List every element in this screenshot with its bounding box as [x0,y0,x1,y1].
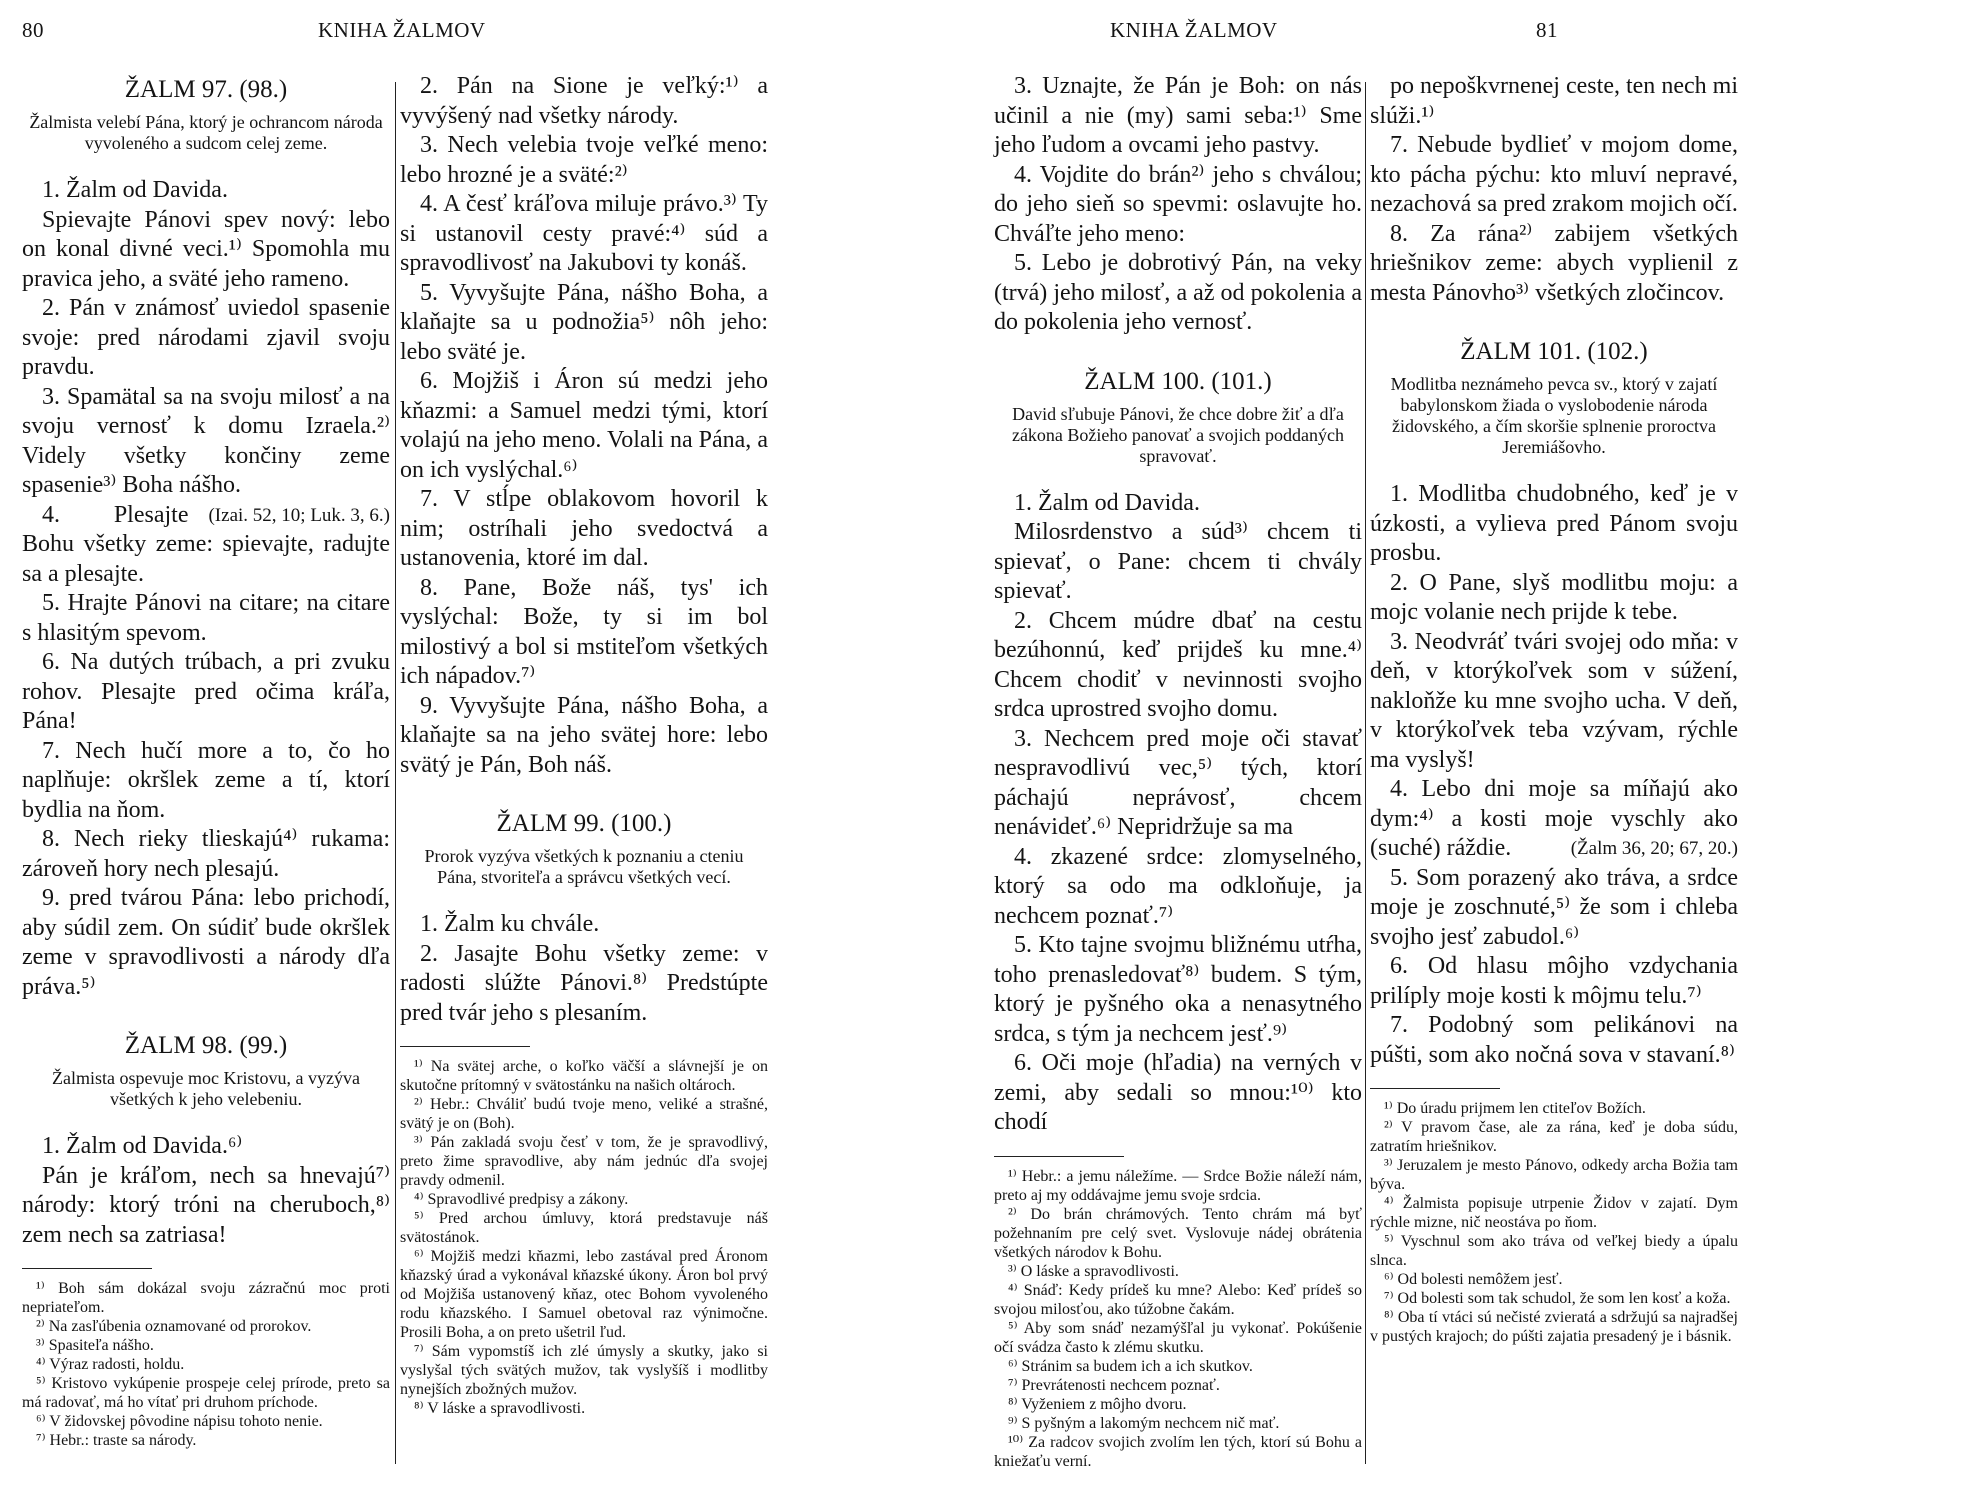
text: ŽALM 99. (100.) [496,810,672,837]
text: ŽALM 101. (102.) [1460,338,1648,365]
footnote [22,1317,390,1336]
verse [994,725,1362,843]
text: 1. Žalm ku chvále. [420,911,600,937]
text: 9. pred tvárou Pána: lebo prichodí, aby súdil zem. On súdiť bude okršlek zeme v spravodlivosti a národy dľa práva.⁵⁾ [22,885,390,1000]
text: 5. Vyvyšujte Pána, nášho Boha, a klaňajte sa u podnožia⁵⁾ nôh jeho: lebo sväté je. [400,279,768,365]
text: 7. Nebude bydlieť v mojom dome, kto pácha pýchu: kto mluví nepravé, nezachová sa pred zrakom mojich očí. [1370,132,1738,217]
footnote [1370,1232,1738,1270]
text: ³⁾ Pán zakladá svoju česť v tom, že je spravodlivý, preto žime spravodlive, aby nám jednúc dľa svojej pravdy odmenil. [400,1134,768,1189]
section-gap [994,338,1362,364]
section-gap [400,780,768,806]
text: 1. Žalm od Davida.⁶⁾ [42,1133,243,1159]
text: ¹⁾ Hebr.: a jemu náležíme. — Srdce Božie náleží nám, preto aj my oddávajme jemu svoje srdcia. [994,1167,1362,1204]
footnote [400,1209,768,1247]
text: ⁶⁾ Stránim sa budem ich a ich skutkov. [1008,1357,1253,1375]
verse [994,72,1362,161]
text: 8. Nech rieky tlieskajú⁴⁾ rukama: zároveň hory nech plesajú. [22,826,390,882]
text: ¹⁾ Na svätej arche, o koľko väčší a slávnejší je on skutočne prítomný v svätostánku na našich oltároch. [400,1058,768,1094]
footnote [994,1205,1362,1262]
text: ⁷⁾ Od bolesti som tak schudol, že som len kosť a koža. [1384,1290,1731,1307]
psalm-title [22,76,390,104]
verse [22,1132,390,1162]
text: Prorok vyzýva všetkých k poznaniu a cteniu Pána, stvoriteľa a správcu všetkých vecí. [424,846,744,887]
text: 5. Kto tajne svojmu bližnému utŕha, toho prenasledovať⁸⁾ budem. S tým, ktorý je pyšného oka a nenasytného srdca, s tým ja nechcem jesť.⁹⁾ [994,932,1362,1047]
footnote [400,1095,768,1133]
verse [994,161,1362,250]
text: 3. Nechcem pred moje oči stavať nespravodlivú vec,⁵⁾ tých, ktorí páchajú neprávosť, chcem nenávideť.⁶⁾ Nepridržuje sa ma [994,725,1362,840]
text: 6. Od hlasu môjho vzdychania prilíply moje kosti k môjmu telu.⁷⁾ [1370,953,1738,1009]
verse [400,574,768,692]
text: ⁷⁾ Sám vypomstíš ich zlé úmysly a skutky, jako si vyslyšal tých svätých mužov, tak vyslyšíš i modlitby nynejších zbožných mužov. [400,1343,768,1398]
text: 6. Mojžiš i Áron sú medzi jeho kňazmi: a Samuel medzi tými, ktorí volajú na jeho meno. Volali na Pána, a on ich vyslýchal.⁶⁾ [400,368,768,483]
psalm-title [1370,338,1738,366]
text: 2. Jasajte Bohu všetky zeme: v radosti slúžte Pánovi.⁸⁾ Predstúpte pred tvár jeho s plesaním. [400,940,768,1026]
footnote-rule [994,1156,1124,1157]
verse [22,1162,390,1251]
footnote [1370,1308,1738,1346]
verse [22,737,390,826]
text: ⁵⁾ Vyschnul som ako tráva od veľkej biedy a úpalu slnca. [1370,1233,1738,1269]
text: 2. Chcem múdre dbať na cestu bezúhonnú, keď prijdeš ku mne.⁴⁾ Chcem chodiť v nevinnosti svojho srdca uprostred svojho domu. [994,607,1362,722]
footnote [994,1376,1362,1395]
footnote [22,1374,390,1412]
verse [1370,628,1738,776]
footnote [1370,1156,1738,1194]
text: ⁸⁾ V láske a spravodlivosti. [414,1400,586,1417]
verse [1370,569,1738,628]
footnote-rule [400,1046,530,1047]
text: 1. Žalm od Davida. [42,177,228,203]
text: ³⁾ O láske a spravodlivosti. [1008,1262,1179,1280]
text: ŽALM 98. (99.) [124,1032,288,1059]
page-number: 80 [22,18,44,42]
footnote [1370,1099,1738,1118]
text: 6. Na dutých trúbach, a pri zvuku rohov. Plesajte pred očima kráľa, Pána! [22,649,390,734]
section-gap [22,1002,390,1028]
text: ¹⁾ Boh sám dokázal svoju zázračnú moc proti nepriateľom. [22,1280,390,1316]
verse [994,1049,1362,1138]
text-column [994,72,1362,1471]
footnote [994,1414,1362,1433]
text: 2. O Pane, slyš modlitbu moju: a mojc volanie nech prijde k tebe. [1370,569,1738,625]
text: ³⁾ Spasiteľa nášho. [36,1337,154,1354]
text: ⁴⁾ Snáď: Kedy prídeš ku mne? Alebo: Keď prídeš so svojou milosťou, ako túžobne čakám. [994,1281,1362,1318]
verse [400,72,768,131]
text: ⁴⁾ Žalmista popisuje utrpenie Židov v zajatí. Dym rýchle mizne, nič neostáva po ňom. [1370,1195,1738,1231]
text: ⁴⁾ Výraz radosti, holdu. [36,1356,185,1373]
text: Spievajte Pánovi spev nový: lebo on konal divné veci.¹⁾ Spomohla mu pravica jeho, a sväté jeho rameno. [22,206,390,292]
verse [1370,864,1738,953]
footnote [400,1133,768,1190]
verse [22,176,390,206]
text: ⁸⁾ Oba tí vtáci sú nečisté zvieratá a sdržujú sa najradšej v pustých krajoch; do púšti zajatia presadený je i básnik. [1370,1309,1738,1345]
text: ⁶⁾ Mojžiš medzi kňazmi, lebo zastával pred Áronom kňazský úrad a vykonával kňazské úkony. Áron bol prvý od Mojžiša ustanovený kňaz, otec Bohom vyvoleného rodu kňazského. I Samuel obetoval raz výnimočne. Prosili Boha, a on preto ušetril ľud. [400,1248,768,1341]
verse [1370,72,1738,131]
text: 2. Pán na Sione je veľký:¹⁾ a vyvýšený nad všetky národy. [400,73,768,129]
text: ¹⁾ Do úradu prijmem len ctiteľov Božích. [1384,1100,1646,1117]
text: 1. Modlitba chudobného, keď je v úzkosti, a vylieva pred Pánom svoju prosbu. [1370,481,1738,566]
text: ²⁾ Na zasľúbenia oznamované od prorokov. [36,1318,312,1335]
footnote [22,1431,390,1450]
text: 2. Pán v známosť uviedol spasenie svoje: pred národami zjavil svoju pravdu. [22,295,390,380]
verse [400,190,768,279]
verse [994,607,1362,725]
column-divider [395,82,396,1464]
text: 1. Žalm od Davida. [1014,489,1200,516]
footnote [400,1247,768,1342]
text: Modlitba neznámeho pevca sv., ktorý v zajatí babylonskom žiada o vyslobodenie národa židovského, a čím skoršie splnenie proroctva Jeremiášovho. [1390,374,1718,457]
verse [994,843,1362,932]
text: ⁵⁾ Pred archou úmluvy, ktorá predstavuje náš svätostánok. [400,1210,768,1246]
text: ⁸⁾ Vyženiem z môjho dvoru. [1008,1395,1187,1413]
text: po nepoškvrnenej ceste, ten nech mi slúži.¹⁾ [1370,73,1738,129]
column-divider [1365,82,1366,1464]
cross-reference: (Žalm 36, 20; 67, 20.) [1570,838,1738,859]
section-gap [1370,308,1738,334]
text: David sľubuje Pánovi, že chce dobre žiť a dľa zákona Božieho panovať a svojich poddaných spravovať. [1011,403,1345,466]
text: 6. Oči moje (hľadia) na verných v zemi, aby sedali so mnou:¹⁰⁾ kto chodí [994,1050,1362,1135]
text: 3. Neodvráť tvári svojej odo mňa: v deň, v ktorýkoľvek som v súžení, nakloňže ku mne svojho ucha. V deň, v ktorýkoľvek teba vzývam, rýchle ma vyslyš! [1370,628,1738,773]
text: 4. zkazené srdce: zlomyselného, ktorý sa odo ma odkloňuje, ja nechcem poznať.⁷⁾ [994,843,1362,929]
verse [1370,952,1738,1011]
text: ⁵⁾ Kristovo vykúpenie prospeje celej prírode, preto sa má radovať, má ho vítať pri druhom príchode. [22,1375,390,1411]
verse [994,931,1362,1049]
right-page [982,0,1964,1500]
verse [994,518,1362,607]
verse [400,367,768,485]
footnote [994,1433,1362,1471]
footnote [1370,1270,1738,1289]
text: ⁵⁾ Aby som snáď nezamýšľal ju vykonať. Pokúšenie očí svádza často k zlému skutku. [994,1319,1362,1356]
verse [400,485,768,574]
footnote [994,1395,1362,1414]
verse [22,294,390,383]
text: 3. Nech velebia tvoje veľké meno: lebo hrozné je a sväté:²⁾ [400,132,768,188]
footnote [994,1262,1362,1281]
verse [1370,775,1738,864]
text: Žalmista ospevuje moc Kristovu, a vyzýva všetkých k jeho velebeniu. [52,1068,360,1109]
verse [22,884,390,1002]
footnote [1370,1194,1738,1232]
text: 7. Nech hučí more a to, čo ho naplňuje: okršlek zeme a tí, ktorí bydlia na ňom. [22,737,390,823]
footnote [1370,1289,1738,1308]
text: ⁶⁾ V židovskej pôvodine nápisu tohoto nenie. [36,1413,323,1430]
footnote [22,1355,390,1374]
footnote [400,1057,768,1095]
text: 9. Vyvyšujte Pána, nášho Boha, a klaňajte sa na jeho svätej hore: lebo svätý je Pán, Boh náš. [400,692,768,778]
text: ŽALM 97. (98.) [124,76,288,103]
text: ⁷⁾ Hebr.: traste sa národy. [36,1432,197,1449]
psalm-summary [998,404,1358,467]
running-header: KNIHA ŽALMOV [318,18,486,42]
cross-reference: (Izai. 52, 10; Luk. 3, 6.) [208,504,390,526]
text: ⁶⁾ Od bolesti nemôžem jesť. [1384,1271,1563,1288]
text-column [400,72,768,1418]
verse [400,279,768,368]
verse [400,131,768,190]
psalm-summary [26,112,386,154]
verse [400,940,768,1029]
footnote [22,1336,390,1355]
text: Milosrdenstvo a súd³⁾ chcem ti spievať, o Pane: chcem ti chvály spievať. [994,519,1362,604]
verse [400,910,768,940]
verse [1370,480,1738,569]
footnote [994,1357,1362,1376]
text: 3. Spamätal sa na svoju milosť a na svoju vernosť k domu Izraela.²⁾ Videly všetky končiny zeme spasenie³⁾ Boha nášho. [22,383,390,498]
text: 7. V stĺpe oblakovom hovoril k nim; ostríhali jeho svedoctvá a ustanovenia, ktoré im dal. [400,486,768,571]
text: 7. Podobný som pelikánovi na púšti, som ako nočná sova v stavaní.⁸⁾ [1370,1012,1738,1068]
text: ⁷⁾ Prevrátenosti nechcem poznať. [1008,1376,1220,1394]
text: 8. Za rána²⁾ zabijem všetkých hriešnikov zeme: abych vyplienil z mesta Pánovho³⁾ všetkých zločincov. [1370,220,1738,306]
text: ⁹⁾ S pyšným a lakomým nechcem nič mať. [1008,1414,1280,1432]
text: ŽALM 100. (101.) [1084,367,1272,395]
verse [1370,220,1738,309]
text: 3. Uznajte, že Pán je Boh: on nás učinil a nie (my) sami seba:¹⁾ Sme jeho ľudom a ovcami jeho pastvy. [994,73,1362,158]
footnote-rule [1370,1088,1500,1089]
text: 5. Som porazený ako tráva, a srdce moje je zoschnuté,⁵⁾ že som i chleba svojho jesť zabudol.⁶⁾ [1370,864,1738,950]
verse [22,648,390,737]
psalm-summary [1374,374,1734,458]
text: ²⁾ Hebr.: Chváliť budú tvoje meno, veliké a strašné, svätý je on (Boh). [400,1096,768,1132]
text: Pán je kráľom, nech sa hnevajú⁷⁾ národy: ktorý tróni na cheruboch,⁸⁾ zem nech sa zatriasa! [22,1162,390,1248]
text: 4. Lebo dni moje sa míňajú ako dym:⁴⁾ a kosti moje vyschly ako (suché) ráždie. [1370,776,1738,861]
psalm-title [994,368,1362,396]
text: 8. Pane, Bože náš, tys' ich vyslýchal: Bože, ty si im bol milostivý a bol si mstiteľom všetkých ich nápadov.⁷⁾ [400,574,768,689]
footnote [400,1190,768,1209]
page-number: 81 [1536,18,1558,42]
psalm-title [400,810,768,838]
verse [1370,1011,1738,1070]
text: ⁴⁾ Spravodlivé predpisy a zákony. [414,1191,629,1208]
running-header: KNIHA ŽALMOV [1110,18,1278,42]
footnote [400,1342,768,1399]
verse [22,589,390,648]
text: 4. Vojdite do brán²⁾ jeho s chválou; do jeho sieň so spevmi: oslavujte ho. Chváľte jeho meno: [994,161,1362,247]
text: ³⁾ Jeruzalem je mesto Pánovo, odkedy archa Božia tam býva. [1370,1157,1738,1193]
text: ¹⁰⁾ Za radcov svojich zvolím len tých, ktorí sú Bohu a kniežaťu verní. [994,1433,1362,1470]
psalm-title [22,1032,390,1060]
footnote [994,1167,1362,1205]
text: 5. Hrajte Pánovi na citare; na citare s hlasitým spevom. [22,590,390,646]
text: 4. Plesajte Bohu všetky zeme: spievajte, radujte sa a plesajte. [22,501,390,587]
verse [994,489,1362,519]
text: ²⁾ V pravom čase, ale za rána, keď je doba súdu, zatratím hriešnikov. [1370,1119,1738,1155]
footnote [22,1279,390,1317]
text: Žalmista velebí Pána, ktorý je ochrancom národa vyvoleného a sudcom celej zeme. [29,112,383,153]
text: ²⁾ Do brán chrámových. Tento chrám má byť požehnaním pre celý svet. Vyslovuje nádej obrátenia všetkých národov k Bohu. [994,1205,1362,1261]
psalm-summary [26,1068,386,1110]
text: 4. A česť kráľova miluje právo.³⁾ Ty si ustanovil cesty pravé:⁴⁾ súd a spravodlivosť na Jakubovi ty konáš. [400,191,768,276]
verse [22,383,390,526]
footnote [400,1399,768,1418]
footnote [994,1281,1362,1319]
text-column [22,72,390,1450]
verse [22,206,390,295]
psalm-summary [404,846,764,888]
text-column [1370,72,1738,1346]
text: 5. Lebo je dobrotivý Pán, na veky (trvá) jeho milosť, a až od pokolenia a do pokolenia jeho vernosť. [994,250,1362,335]
footnote [994,1319,1362,1357]
footnote [22,1412,390,1431]
verse [1370,131,1738,220]
verse [22,825,390,884]
footnote [1370,1118,1738,1156]
footnote-rule [22,1268,152,1269]
verse [994,249,1362,338]
verse [400,692,768,781]
